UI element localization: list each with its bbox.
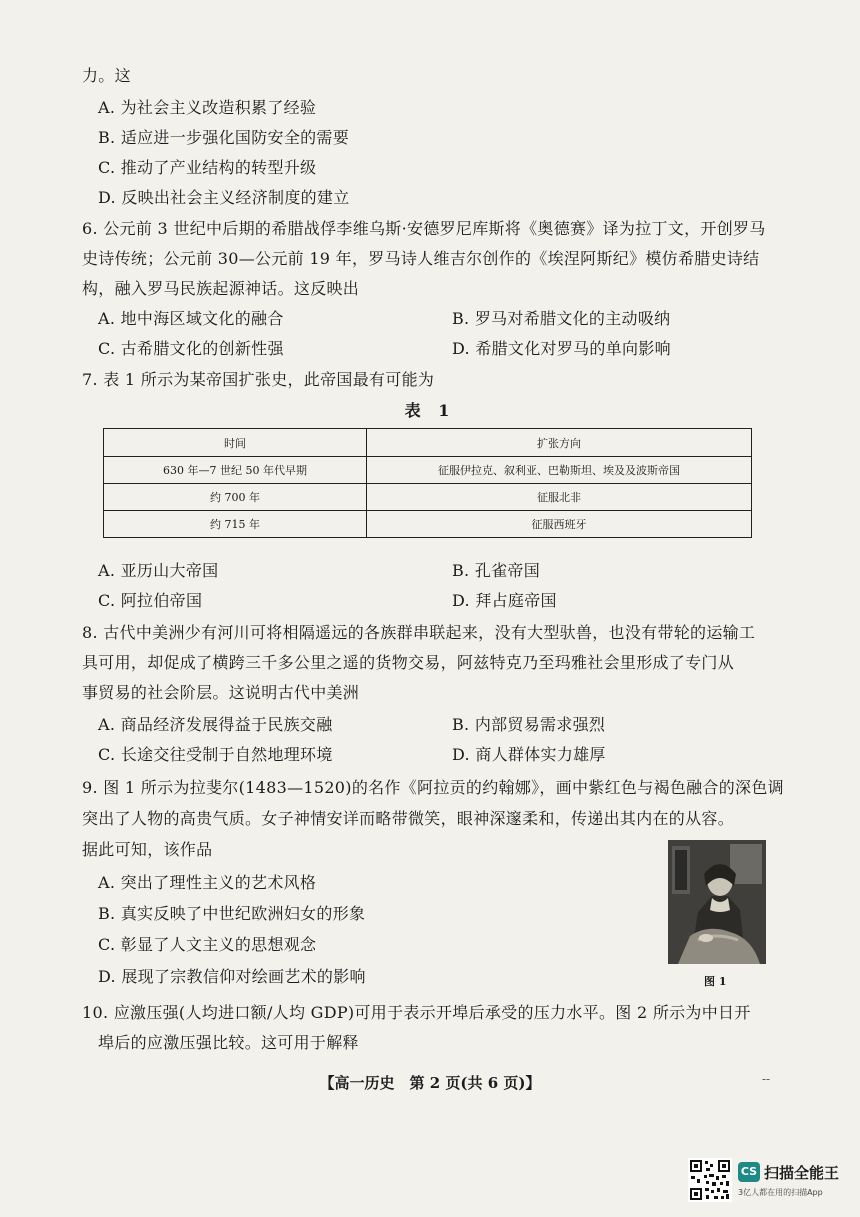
q9-option-a: A. 突出了理性主义的艺术风格 [98,873,317,892]
q9-stem-line3: 据此可知，该作品 [82,840,213,859]
table-caption: 表 1 [404,401,456,420]
table-cell: 630 年—7 世纪 50 年代早期 [104,457,367,484]
table-cell: 征服伊拉克、叙利亚、巴勒斯坦、埃及及波斯帝国 [367,457,752,484]
q7-option-c: C. 阿拉伯帝国 [98,591,203,610]
q6-stem-line1: 6. 公元前 3 世纪中后期的希腊战俘李维乌斯·安德罗尼库斯将《奥德赛》译为拉丁文，开创罗马 [82,219,766,238]
table-cell: 约 700 年 [104,484,367,511]
q6-stem-line3: 构，融入罗马民族起源神话。这反映出 [82,279,360,298]
q8-stem-line3: 事贸易的社会阶层。这说明古代中美洲 [82,683,360,702]
q7-option-b: B. 孔雀帝国 [452,561,541,580]
q10-stem-line2: 埠后的应激压强比较。这可用于解释 [98,1033,359,1052]
q6-option-b: B. 罗马对希腊文化的主动吸纳 [452,309,671,328]
q9-option-d: D. 展现了宗教信仰对绘画艺术的影响 [98,967,366,986]
page-footer: 【高一历史 第 2 页(共 6 页)】 [319,1074,541,1092]
q5-option-a: A. 为社会主义改造积累了经验 [98,98,317,117]
q9-option-b: B. 真实反映了中世纪欧洲妇女的形象 [98,904,366,923]
q6-option-d: D. 希腊文化对罗马的单向影响 [452,339,671,358]
scanner-app-brand: 扫描全能王 [764,1164,840,1182]
q5-option-c: C. 推动了产业结构的转型升级 [98,158,317,177]
scanner-app-tagline: 3亿人都在用的扫描App [738,1188,823,1197]
q9-option-c: C. 彰显了人文主义的思想观念 [98,935,317,954]
painting-figure [668,840,766,964]
q5-option-b: B. 适应进一步强化国防安全的需要 [98,128,350,147]
q6-option-c: C. 古希腊文化的创新性强 [98,339,284,358]
table-cell: 约 715 年 [104,511,367,538]
table-cell: 征服北非 [367,484,752,511]
q8-option-b: B. 内部贸易需求强烈 [452,715,606,734]
q6-option-a: A. 地中海区域文化的融合 [98,309,284,328]
q9-stem-line2: 突出了人物的高贵气质。女子神情安详而略带微笑，眼神深邃柔和，传递出其内在的从容。 [82,809,735,828]
table-header-time: 时间 [104,429,367,457]
qr-code-icon [688,1158,732,1202]
table-row [104,511,752,538]
expansion-table [103,428,752,538]
q6-stem-line2: 史诗传统；公元前 30—公元前 19 年，罗马诗人维吉尔创作的《埃涅阿斯纪》模仿希腊史诗结 [82,249,760,268]
table-header-direction: 扩张方向 [367,429,752,457]
q5-option-d: D. 反映出社会主义经济制度的建立 [98,188,350,207]
portrait-image [668,840,766,964]
table-row [104,484,752,511]
q10-stem-line1: 10. 应激压强(人均进口额/人均 GDP)可用于表示开埠后承受的压力水平。图 2 所示为中日开 [82,1003,751,1022]
q8-option-d: D. 商人群体实力雄厚 [452,745,606,764]
q5-stem-end: 力。这 [82,66,131,85]
table-row [104,457,752,484]
q8-option-a: A. 商品经济发展得益于民族交融 [98,715,333,734]
figure-caption: 图 1 [704,975,727,988]
q8-option-c: C. 长途交往受制于自然地理环境 [98,745,333,764]
scanner-app-logo-icon: CS [738,1162,760,1182]
q8-stem-line2: 具可用，却促成了横跨三千多公里之遥的货物交易，阿兹特克乃至玛雅社会里形成了专门从 [82,653,735,672]
footer-mark: -- [762,1072,771,1086]
q7-stem: 7. 表 1 所示为某帝国扩张史，此帝国最有可能为 [82,370,435,389]
q7-option-d: D. 拜占庭帝国 [452,591,557,610]
q8-stem-line1: 8. 古代中美洲少有河川可将相隔遥远的各族群串联起来，没有大型驮兽，也没有带轮的运输工 [82,623,756,642]
q7-option-a: A. 亚历山大帝国 [98,561,219,580]
table-header-row [104,429,752,457]
table-cell: 征服西班牙 [367,511,752,538]
q9-stem-line1: 9. 图 1 所示为拉斐尔(1483—1520)的名作《阿拉贡的约翰娜》，画中紫红色与褐色融合的深色调 [82,778,784,797]
